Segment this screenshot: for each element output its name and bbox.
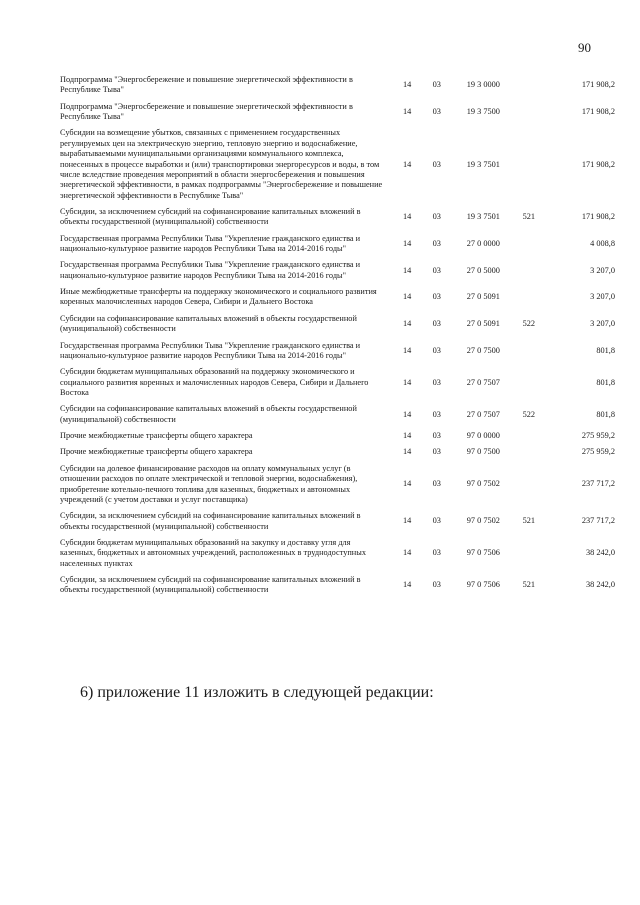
row-expense-type: 521 (522, 516, 536, 526)
row-expense-type (515, 257, 543, 284)
row-section: 14 (402, 265, 412, 275)
row-section: 14 (402, 238, 412, 248)
table-row (60, 231, 615, 258)
row-name: Субсидии, за исключением субсидий на софинансирование капитальных вложений в объекты государственной (муниципальной) собственности (60, 575, 361, 595)
row-amount: 237 717,2 (581, 516, 615, 526)
row-subsection: 03 (432, 479, 441, 489)
row-target-article: 27 0 7500 (466, 345, 500, 355)
table-row (60, 508, 615, 535)
row-section: 14 (402, 292, 412, 302)
page-number: 90 (578, 40, 591, 55)
row-subsection: 03 (432, 80, 441, 90)
row-subsection: 03 (432, 377, 441, 387)
row-name: Прочие межбюджетные трансферты общего характера (60, 431, 253, 441)
row-expense-type (515, 231, 543, 258)
row-name: Субсидии, за исключением субсидий на софинансирование капитальных вложений в объекты государственной (муниципальной) собственности (60, 206, 361, 227)
row-subsection: 03 (432, 409, 441, 419)
row-subsection: 03 (432, 212, 441, 222)
row-name: Субсидии на софинансирование капитальных вложений в объекты государственной (муниципальной) собственности (60, 404, 357, 424)
row-name: Иные межбюджетные трансферты на поддержку экономического и социального развития коренных малочисленных народов Севера, Сибири и Дальнего Востока (60, 287, 377, 307)
row-name: Подпрограмма "Энергосбережение и повышение энергетической эффективности в Республике Тыва" (60, 75, 353, 95)
table-row (60, 311, 615, 338)
row-amount: 801,8 (596, 345, 615, 355)
table-row (60, 204, 615, 231)
row-expense-type (515, 99, 543, 126)
row-subsection: 03 (432, 516, 441, 526)
row-expense-type (515, 364, 543, 401)
row-expense-type (515, 535, 543, 572)
budget-table (60, 72, 615, 599)
row-name: Прочие межбюджетные трансферты общего характера (60, 447, 253, 457)
row-target-article: 97 0 7502 (466, 479, 500, 489)
row-section: 14 (402, 580, 412, 590)
row-target-article: 97 0 7506 (466, 548, 500, 558)
row-subsection: 03 (432, 345, 441, 355)
table-row (60, 572, 615, 599)
row-expense-type (515, 461, 543, 508)
row-target-article: 19 3 7500 (466, 106, 500, 116)
row-section: 14 (402, 319, 412, 328)
row-subsection: 03 (432, 265, 441, 275)
table-row (60, 257, 615, 284)
row-section: 14 (402, 106, 412, 116)
row-amount: 38 242,0 (585, 548, 615, 558)
row-amount: 275 959,2 (581, 447, 615, 457)
row-section: 14 (402, 212, 412, 222)
row-subsection: 03 (432, 431, 441, 441)
row-name: Субсидии на софинансирование капитальных вложений в объекты государственной (муниципальной) собственности (60, 313, 357, 334)
row-target-article: 97 0 7506 (466, 580, 500, 590)
row-name: Субсидии бюджетам муниципальных образований на поддержку экономического и социального развития коренных и малочисленных народов Севера, Сибири и Дальнего Востока (60, 367, 369, 397)
row-section: 14 (402, 431, 412, 441)
row-subsection: 03 (432, 319, 441, 328)
row-section: 14 (402, 159, 412, 169)
row-amount: 3 207,0 (590, 319, 615, 328)
table-row (60, 72, 615, 99)
row-subsection: 03 (432, 447, 441, 457)
row-subsection: 03 (432, 159, 441, 169)
row-section: 14 (402, 548, 412, 558)
row-amount: 275 959,2 (581, 431, 615, 441)
row-target-article: 19 3 7501 (466, 159, 500, 169)
row-amount: 237 717,2 (581, 479, 615, 489)
row-amount: 171 908,2 (581, 106, 615, 116)
row-section: 14 (402, 409, 412, 419)
table-row (60, 428, 615, 444)
row-target-article: 27 0 7507 (466, 377, 500, 387)
row-target-article: 19 3 0000 (466, 80, 500, 90)
table-row (60, 338, 615, 365)
table-row (60, 99, 615, 126)
row-amount: 38 242,0 (585, 580, 615, 590)
row-target-article: 27 0 5000 (466, 265, 500, 275)
row-name: Государственная программа Республики Тыва "Укрепление гражданского единства и национально-культурное развитие народов Республики Тыва на 2014-2016 годы" (60, 260, 361, 280)
row-expense-type (515, 72, 543, 99)
row-name: Субсидии на долевое финансирование расходов на оплату коммунальных услуг (в отношении расходов по оплате электрической и тепловой энергии, водоснабжения), приобретение котельно-печного топлива для казенных, бюджетных и автономных учреждений (с учетом доставки и услуг поставщика) (60, 463, 358, 504)
row-target-article: 27 0 0000 (466, 238, 500, 248)
row-target-article: 27 0 5091 (466, 319, 500, 328)
table-row (60, 364, 615, 401)
row-name: Субсидии, за исключением субсидий на софинансирование капитальных вложений в объекты государственной (муниципальной) собственности (60, 511, 361, 531)
row-section: 14 (402, 80, 412, 90)
row-amount: 4 008,8 (590, 238, 615, 248)
row-expense-type: 521 (522, 580, 536, 590)
row-target-article: 19 3 7501 (466, 212, 500, 222)
row-subsection: 03 (432, 106, 441, 116)
row-amount: 801,8 (596, 409, 615, 419)
budget-table-body (60, 72, 615, 599)
table-row (60, 284, 615, 311)
row-expense-type: 521 (522, 212, 536, 222)
row-target-article: 97 0 7502 (466, 516, 500, 526)
row-subsection: 03 (432, 548, 441, 558)
row-subsection: 03 (432, 292, 441, 302)
row-name: Государственная программа Республики Тыва "Укрепление гражданского единства и национально-культурное развитие народов Республики Тыва на 2014-2016 годы" (60, 340, 361, 360)
row-expense-type (515, 284, 543, 311)
amendment-instruction: 6) приложение 11 изложить в следующей редакции: (80, 684, 434, 701)
row-amount: 3 207,0 (590, 292, 615, 302)
row-target-article: 27 0 5091 (466, 292, 500, 302)
row-name: Субсидии на возмещение убытков, связанных с применением государственных регулируемых цен на электрическую энергию, тепловую энергию и водоснабжение, вырабатываемыми муниципальными организациями коммунального комплекса, понесенных в процессе выработки и (или) транспортировки энергоресурсов и воды, в том числе вследствие проведения мероприятий в области энергосбережения и повышения энергетической эффективности, в рамках подпрограммы "Энергосбережение и повышение энергетической эффективности в Республике Тыва" (60, 128, 383, 200)
row-expense-type: 522 (522, 319, 536, 328)
row-expense-type (515, 428, 543, 444)
row-amount: 801,8 (596, 377, 615, 387)
row-section: 14 (402, 447, 412, 457)
row-expense-type (515, 444, 543, 460)
row-name: Государственная программа Республики Тыва "Укрепление гражданского единства и национально-культурное развитие народов Республики Тыва на 2014-2016 годы" (60, 233, 361, 254)
row-expense-type (515, 338, 543, 365)
row-subsection: 03 (432, 580, 441, 590)
row-name: Подпрограмма "Энергосбережение и повышение энергетической эффективности в Республике Тыва" (60, 101, 353, 122)
table-row (60, 401, 615, 428)
table-row (60, 444, 615, 460)
row-name: Субсидии бюджетам муниципальных образований на закупку и доставку угля для казенных, бюджетных и автономных учреждений, расположенных в труднодоступных населенных пунктах (60, 537, 366, 568)
row-target-article: 97 0 7500 (466, 447, 500, 457)
row-section: 14 (402, 377, 412, 387)
row-amount: 171 908,2 (581, 212, 615, 222)
row-section: 14 (402, 345, 412, 355)
row-amount: 171 908,2 (581, 80, 615, 90)
row-subsection: 03 (432, 238, 441, 248)
row-amount: 3 207,0 (590, 265, 615, 275)
table-row (60, 461, 615, 508)
row-expense-type (515, 125, 543, 204)
row-section: 14 (402, 479, 412, 489)
row-expense-type: 522 (522, 409, 536, 419)
row-amount: 171 908,2 (581, 159, 615, 169)
row-target-article: 27 0 7507 (466, 409, 500, 419)
row-target-article: 97 0 0000 (466, 431, 500, 441)
table-row (60, 535, 615, 572)
row-section: 14 (402, 516, 412, 526)
table-row (60, 125, 615, 204)
